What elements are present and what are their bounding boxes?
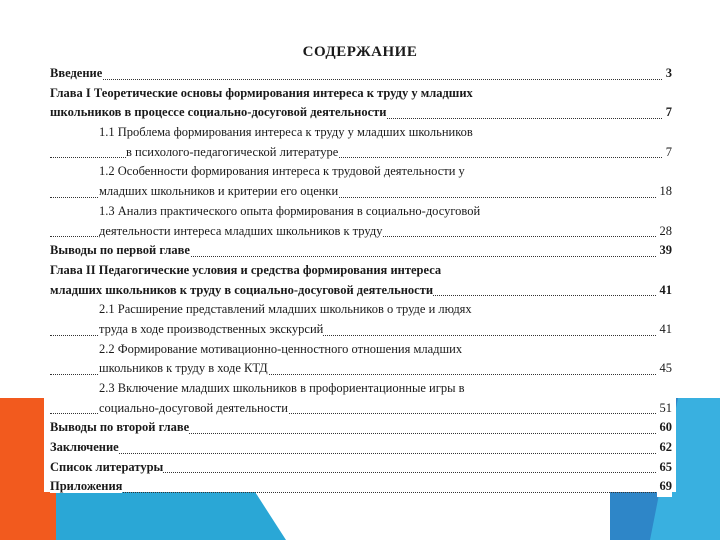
toc-entry xyxy=(50,64,672,84)
toc-page-number: 7 xyxy=(663,103,672,123)
toc-entry xyxy=(50,458,672,478)
document-page xyxy=(44,42,676,492)
toc-entry xyxy=(50,438,672,458)
toc-page-number: 41 xyxy=(657,320,673,340)
toc-entry xyxy=(50,162,672,182)
toc-page-number: 41 xyxy=(657,281,673,301)
table-of-contents xyxy=(50,64,672,497)
toc-entry xyxy=(50,241,672,261)
toc-entry-text: Глава II Педагогические условия и средства формирования интереса xyxy=(50,262,442,277)
toc-entry-text: Список литературы xyxy=(50,459,164,474)
toc-entry xyxy=(50,261,672,281)
toc-entry xyxy=(50,300,672,320)
toc-entry-text: деятельности интереса младших школьников к труду xyxy=(99,223,383,238)
toc-entry-text: школьников в процессе социально-досуговой деятельности xyxy=(50,105,387,120)
toc-entry xyxy=(50,103,672,123)
toc-page-number: 69 xyxy=(657,477,673,497)
page-title: СОДЕРЖАНИЕ xyxy=(302,44,418,60)
toc-entry-text: 1.1 Проблема формирования интереса к труду у младших школьников xyxy=(99,125,473,140)
toc-entry xyxy=(50,418,672,438)
toc-entry-text: Выводы по второй главе xyxy=(50,420,190,435)
toc-page-number: 28 xyxy=(657,222,673,242)
toc-entry xyxy=(50,379,672,399)
toc-entry-text: труда в ходе производственных экскурсий xyxy=(99,321,324,336)
toc-entry-text: социально-досуговой деятельности xyxy=(99,400,288,415)
toc-entry-text: Заключение xyxy=(50,440,119,455)
toc-entry-text: младших школьников к труду в социально-досуговой деятельности xyxy=(50,282,434,297)
toc-entry-text: Выводы по первой главе xyxy=(50,243,190,258)
toc-entry xyxy=(50,143,672,163)
toc-entry-text: 2.2 Формирование мотивационно-ценностного отношения младших xyxy=(99,341,463,356)
toc-entry-text: Глава I Теоретические основы формирования интереса к труду у младших xyxy=(50,85,473,100)
toc-entry-text: 2.1 Расширение представлений младших школьников о труде и людях xyxy=(99,302,472,317)
toc-entry xyxy=(50,359,672,379)
toc-page-number: 39 xyxy=(657,241,673,261)
toc-entry xyxy=(50,399,672,419)
toc-page-number: 51 xyxy=(657,399,673,419)
toc-entry xyxy=(50,340,672,360)
toc-entry xyxy=(50,202,672,222)
toc-entry-text: школьников к труду в ходе КТД xyxy=(99,361,268,376)
toc-page-number: 65 xyxy=(657,458,673,478)
toc-page-number: 45 xyxy=(657,359,673,379)
dot-leader xyxy=(50,453,672,454)
toc-entry xyxy=(50,84,672,104)
toc-entry xyxy=(50,281,672,301)
toc-entry-text: младших школьников и критерии его оценки xyxy=(99,184,339,199)
toc-page-number: 18 xyxy=(657,182,673,202)
toc-entry xyxy=(50,477,672,497)
toc-entry-text: Приложения xyxy=(50,479,123,494)
toc-entry xyxy=(50,320,672,340)
toc-entry-text: в психолого-педагогической литературе xyxy=(126,144,339,159)
toc-page-number: 60 xyxy=(657,418,673,438)
dot-leader xyxy=(50,492,672,493)
toc-entry xyxy=(50,182,672,202)
toc-entry xyxy=(50,123,672,143)
toc-entry xyxy=(50,222,672,242)
toc-entry-text: Введение xyxy=(50,66,103,80)
toc-page-number: 62 xyxy=(657,438,673,458)
toc-entry-text: 2.3 Включение младших школьников в профориентационные игры в xyxy=(99,381,465,395)
toc-entry-text: 1.2 Особенности формирования интереса к трудовой деятельности у xyxy=(99,164,465,179)
toc-page-number: 7 xyxy=(663,143,672,163)
dot-leader xyxy=(50,79,672,80)
toc-page-number: 3 xyxy=(663,64,672,84)
toc-entry-text: 1.3 Анализ практического опыта формирования в социально-досуговой xyxy=(99,203,481,218)
